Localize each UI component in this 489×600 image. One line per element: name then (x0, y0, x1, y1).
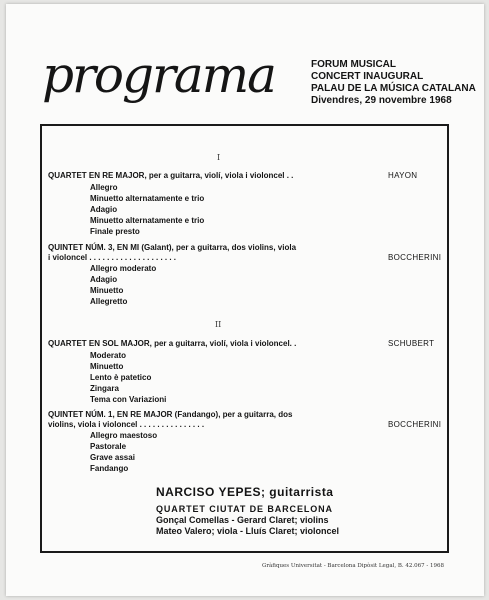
part-label: I (217, 153, 221, 162)
movement-list (90, 182, 378, 237)
movement-item: Allegro moderato (90, 264, 157, 273)
ensemble-members-violins: Gonçal Comellas - Gerard Claret; violins (156, 515, 329, 525)
movement-list (90, 430, 378, 474)
movement-item: Grave assai (90, 453, 135, 462)
movement-item: Minuetto (90, 362, 124, 371)
header-line-date: Divendres, 29 novembre 1968 (311, 95, 452, 106)
work-title: QUINTET NÚM. 1, EN RE MAJOR (Fandango), per a guitarra, dos (48, 410, 293, 419)
header-line-venue: PALAU DE LA MÚSICA CATALANA (311, 83, 476, 94)
header-line-forum: FORUM MUSICAL (311, 59, 396, 70)
performers-block (156, 485, 339, 537)
ensemble-members-viola-cello: Mateo Valero; viola - Lluís Claret; violoncel (156, 526, 340, 536)
work-title: QUINTET NÚM. 3, EN MI (Galant), per a guitarra, dos violins, viola (48, 243, 297, 252)
movement-item: Allegro (90, 183, 118, 192)
ensemble-name: QUARTET CIUTAT DE BARCELONA (156, 504, 333, 514)
movement-item: Allegro maestoso (90, 431, 158, 440)
work-title: QUARTET EN SOL MAJOR, per a guitarra, violí, viola i violoncel. . (48, 339, 297, 348)
concert-header (311, 59, 476, 107)
work-composer: SCHUBERT (388, 339, 435, 348)
movement-item: Minuetto (90, 286, 124, 295)
work-composer: BOCCHERINI (388, 420, 442, 429)
movement-item: Moderato (90, 351, 126, 360)
movement-item: Adagio (90, 275, 118, 284)
work-item (48, 410, 442, 474)
work-item (48, 243, 442, 307)
movement-item: Tema con Variazioni (90, 395, 167, 404)
movement-item: Minuetto alternatamente e trio (90, 194, 205, 203)
work-composer: BOCCHERINI (388, 253, 442, 262)
soloist-name: NARCISO YEPES; guitarrista (156, 485, 334, 499)
program-page (6, 4, 484, 596)
work-item (48, 171, 418, 237)
movement-list (90, 350, 378, 405)
movement-item: Pastorale (90, 442, 127, 451)
movement-item: Zingara (90, 384, 119, 393)
program-title: programa (42, 46, 275, 104)
part-label: II (215, 320, 222, 329)
movement-list (90, 263, 378, 307)
movement-item: Allegretto (90, 297, 128, 306)
movement-item: Lento è patetico (90, 373, 152, 382)
ensemble-block (156, 504, 339, 537)
work-title-continued: i violoncel . . . . . . . . . . . . . . . . . . . . (48, 253, 177, 262)
header-line-concert: CONCERT INAUGURAL (311, 71, 424, 82)
movement-item: Fandango (90, 464, 129, 473)
movement-item: Finale presto (90, 227, 140, 236)
work-title-continued: violins, viola i violoncel . . . . . . . . . . . . . . . (48, 420, 205, 429)
work-item (48, 339, 435, 405)
movement-item: Minuetto alternatamente e trio (90, 216, 205, 225)
movement-item: Adagio (90, 205, 118, 214)
printer-imprint: Gràfiques Universitat - Barcelona Dipòsit Legal, B. 42.067 - 1968 (262, 563, 444, 569)
work-title: QUARTET EN RE MAJOR, per a guitarra, violí, viola i violoncel . . (48, 171, 294, 180)
work-composer: HAYON (388, 171, 418, 180)
